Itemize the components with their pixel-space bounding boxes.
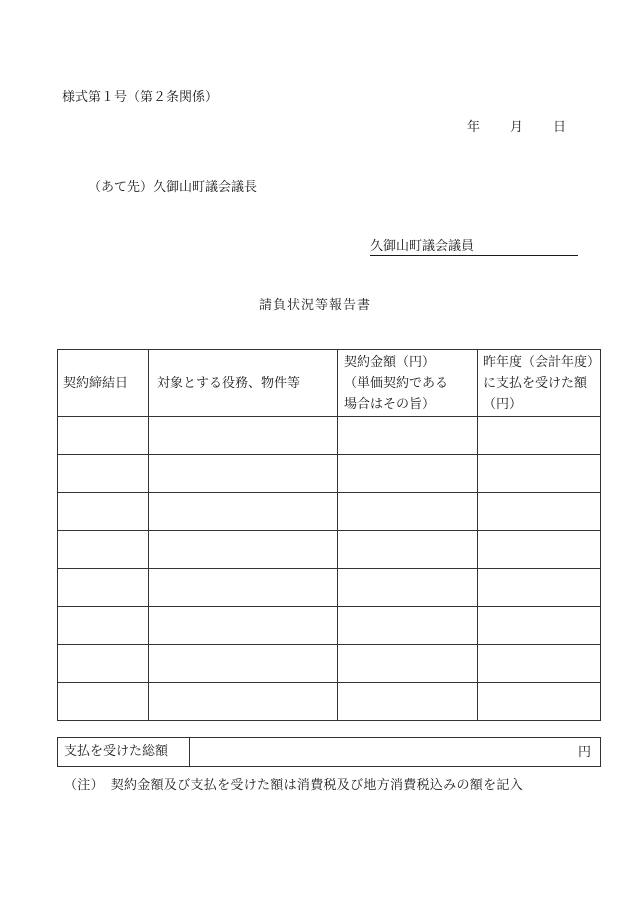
form-number: 様式第１号（第２条関係）	[62, 90, 219, 105]
total-label: 支払を受けた総額	[58, 738, 190, 766]
table-row	[58, 455, 601, 493]
note: （注） 契約金額及び支払を受けた額は消費税及び地方消費税込みの額を記入	[64, 778, 524, 793]
table-row	[58, 493, 601, 531]
header-line: 契約金額（円）	[344, 354, 436, 370]
document-title: 請負状況等報告書	[258, 298, 371, 313]
header-line: 契約締結日	[63, 375, 129, 391]
header-line: （円）	[483, 396, 523, 412]
cell-subject[interactable]	[149, 493, 338, 531]
header-line: に支払を受けた額	[483, 375, 588, 391]
table-row	[58, 607, 601, 645]
header-contract-amount	[338, 350, 478, 417]
cell-subject[interactable]	[149, 683, 338, 721]
cell-contract-date[interactable]	[58, 569, 149, 607]
header-line: 場合はその旨）	[344, 396, 436, 412]
cell-contract-amount[interactable]	[338, 417, 478, 455]
cell-contract-date[interactable]	[58, 417, 149, 455]
table-row	[58, 417, 601, 455]
header-line: 昨年度（会計年度）	[483, 354, 601, 370]
table-header-row	[58, 350, 601, 417]
report-table	[57, 349, 601, 721]
cell-paid-amount[interactable]	[478, 531, 601, 569]
cell-paid-amount[interactable]	[478, 569, 601, 607]
cell-contract-date[interactable]	[58, 607, 149, 645]
cell-paid-amount[interactable]	[478, 645, 601, 683]
cell-subject[interactable]	[149, 569, 338, 607]
cell-paid-amount[interactable]	[478, 455, 601, 493]
cell-contract-amount[interactable]	[338, 455, 478, 493]
header-contract-date	[58, 350, 149, 417]
cell-paid-amount[interactable]	[478, 683, 601, 721]
date-day: 日	[553, 120, 567, 135]
total-unit: 円	[577, 745, 591, 760]
sender-line: 久御山町議会議員	[370, 235, 578, 256]
cell-contract-date[interactable]	[58, 493, 149, 531]
cell-paid-amount[interactable]	[478, 417, 601, 455]
cell-subject[interactable]	[149, 645, 338, 683]
cell-contract-amount[interactable]	[338, 531, 478, 569]
date-month: 月	[510, 120, 524, 135]
cell-subject[interactable]	[149, 455, 338, 493]
total-row	[57, 737, 601, 767]
table-row	[58, 645, 601, 683]
cell-contract-date[interactable]	[58, 683, 149, 721]
table-body	[58, 417, 601, 721]
cell-contract-amount[interactable]	[338, 569, 478, 607]
cell-contract-amount[interactable]	[338, 607, 478, 645]
header-line: （単価契約である	[344, 375, 449, 391]
table-row	[58, 683, 601, 721]
cell-contract-amount[interactable]	[338, 683, 478, 721]
cell-contract-date[interactable]	[58, 645, 149, 683]
date-line	[467, 116, 566, 135]
header-subject	[149, 350, 338, 417]
date-year: 年	[467, 120, 481, 135]
cell-contract-date[interactable]	[58, 531, 149, 569]
cell-contract-date[interactable]	[58, 455, 149, 493]
table-row	[58, 531, 601, 569]
cell-subject[interactable]	[149, 531, 338, 569]
cell-subject[interactable]	[149, 417, 338, 455]
header-paid-amount	[478, 350, 601, 417]
table-row	[58, 569, 601, 607]
cell-subject[interactable]	[149, 607, 338, 645]
cell-contract-amount[interactable]	[338, 493, 478, 531]
cell-paid-amount[interactable]	[478, 493, 601, 531]
cell-paid-amount[interactable]	[478, 607, 601, 645]
addressee: （あて先）久御山町議会議長	[88, 180, 258, 195]
cell-contract-amount[interactable]	[338, 645, 478, 683]
header-line: 対象とする役務、物件等	[157, 375, 301, 391]
